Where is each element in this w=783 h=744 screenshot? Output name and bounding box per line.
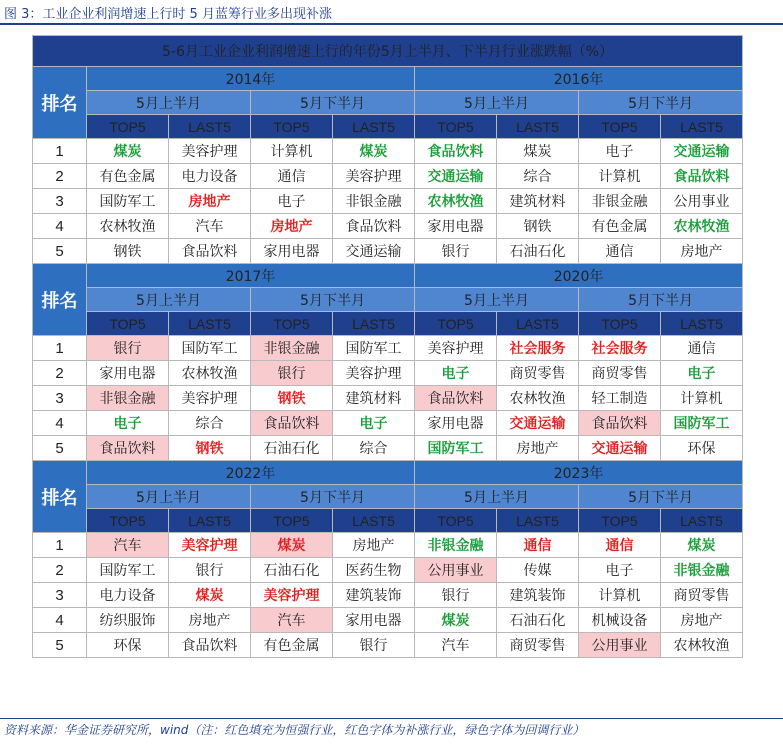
industry-cell: 农林牧渔	[415, 189, 497, 214]
industry-cell: 通信	[497, 533, 579, 558]
industry-cell: 食品饮料	[251, 411, 333, 436]
top-last-row	[33, 115, 743, 139]
bottom-rule	[0, 718, 783, 719]
industry-cell: 汽车	[87, 533, 169, 558]
industry-cell: 汽车	[169, 214, 251, 239]
industry-cell: 电子	[251, 189, 333, 214]
industry-cell: 煤炭	[333, 139, 415, 164]
rank-cell: 5	[33, 436, 87, 461]
industry-cell: 通信	[579, 533, 661, 558]
industry-cell: 美容护理	[333, 164, 415, 189]
table-row	[33, 386, 743, 411]
rank-cell: 1	[33, 139, 87, 164]
industry-cell: 煤炭	[661, 533, 743, 558]
year-label: 2014年	[87, 67, 415, 91]
industry-cell: 非银金融	[579, 189, 661, 214]
industry-cell: 美容护理	[333, 361, 415, 386]
industry-cell: 电子	[333, 411, 415, 436]
industry-cell: 汽车	[251, 608, 333, 633]
industry-cell: 建筑材料	[497, 189, 579, 214]
industry-cell: 房地产	[661, 608, 743, 633]
rank-cell: 4	[33, 411, 87, 436]
rank-header: 排名	[33, 67, 87, 139]
top-last-label: LAST5	[661, 115, 743, 139]
year-label: 2022年	[87, 461, 415, 485]
industry-cell: 国防军工	[661, 411, 743, 436]
industry-cell: 轻工制造	[579, 386, 661, 411]
industry-cell: 石油石化	[251, 436, 333, 461]
industry-cell: 综合	[497, 164, 579, 189]
top-rule	[0, 23, 783, 25]
industry-cell: 国防军工	[87, 558, 169, 583]
half-month-label: 5月上半月	[415, 91, 579, 115]
top-last-label: TOP5	[87, 115, 169, 139]
table-row	[33, 164, 743, 189]
top-last-label: TOP5	[415, 115, 497, 139]
industry-table	[32, 35, 743, 658]
table-title: 5-6月工业企业利润增速上行的年份5月上半月、下半月行业涨跌幅（%）	[33, 36, 743, 67]
industry-cell: 传媒	[497, 558, 579, 583]
industry-cell: 环保	[87, 633, 169, 658]
industry-cell: 公用事业	[415, 558, 497, 583]
industry-cell: 银行	[415, 583, 497, 608]
industry-cell: 食品饮料	[333, 214, 415, 239]
table-row	[33, 214, 743, 239]
industry-cell: 国防军工	[333, 336, 415, 361]
industry-cell: 电子	[579, 558, 661, 583]
industry-cell: 房地产	[333, 533, 415, 558]
top-last-label: LAST5	[333, 115, 415, 139]
industry-cell: 农林牧渔	[497, 386, 579, 411]
industry-cell: 钢铁	[251, 386, 333, 411]
table-row	[33, 436, 743, 461]
table-body	[33, 36, 743, 658]
industry-cell: 家用电器	[415, 411, 497, 436]
industry-cell: 农林牧渔	[87, 214, 169, 239]
industry-cell: 交通运输	[415, 164, 497, 189]
source-note: 资料来源：华金证券研究所，wind（注：红色填充为恒强行业，红色字体为补涨行业，绿色字体为回调行业）	[4, 723, 585, 737]
year-label: 2017年	[87, 264, 415, 288]
industry-cell: 商贸零售	[579, 361, 661, 386]
industry-cell: 美容护理	[169, 533, 251, 558]
industry-cell: 综合	[169, 411, 251, 436]
rank-cell: 2	[33, 361, 87, 386]
table-row	[33, 336, 743, 361]
rank-cell: 3	[33, 583, 87, 608]
table-row	[33, 583, 743, 608]
industry-cell: 非银金融	[415, 533, 497, 558]
top-last-label: LAST5	[661, 509, 743, 533]
top-last-label: TOP5	[251, 312, 333, 336]
industry-cell: 美容护理	[415, 336, 497, 361]
rank-cell: 4	[33, 608, 87, 633]
industry-cell: 煤炭	[169, 583, 251, 608]
top-last-label: TOP5	[251, 509, 333, 533]
industry-cell: 国防军工	[415, 436, 497, 461]
industry-cell: 商贸零售	[497, 361, 579, 386]
industry-cell: 银行	[87, 336, 169, 361]
rank-cell: 2	[33, 164, 87, 189]
rank-header: 排名	[33, 264, 87, 336]
industry-cell: 煤炭	[251, 533, 333, 558]
industry-cell: 电力设备	[169, 164, 251, 189]
top-last-label: TOP5	[87, 312, 169, 336]
industry-cell: 机械设备	[579, 608, 661, 633]
top-last-label: LAST5	[333, 509, 415, 533]
industry-cell: 钢铁	[169, 436, 251, 461]
top-last-label: LAST5	[169, 509, 251, 533]
industry-cell: 食品饮料	[415, 139, 497, 164]
industry-cell: 家用电器	[333, 608, 415, 633]
table-row	[33, 608, 743, 633]
industry-cell: 有色金属	[87, 164, 169, 189]
industry-cell: 食品饮料	[169, 633, 251, 658]
industry-cell: 商贸零售	[661, 583, 743, 608]
table-row	[33, 533, 743, 558]
industry-cell: 石油石化	[497, 239, 579, 264]
table-row	[33, 189, 743, 214]
industry-cell: 通信	[579, 239, 661, 264]
top-last-label: TOP5	[579, 115, 661, 139]
industry-cell: 食品饮料	[661, 164, 743, 189]
table-row	[33, 633, 743, 658]
top-last-label: TOP5	[579, 509, 661, 533]
half-month-row	[33, 485, 743, 509]
industry-cell: 家用电器	[415, 214, 497, 239]
industry-cell: 纺织服饰	[87, 608, 169, 633]
table-row	[33, 139, 743, 164]
half-month-label: 5月下半月	[251, 288, 415, 312]
industry-cell: 家用电器	[251, 239, 333, 264]
year-row	[33, 264, 743, 288]
top-last-label: TOP5	[579, 312, 661, 336]
rank-header: 排名	[33, 461, 87, 533]
industry-cell: 非银金融	[661, 558, 743, 583]
industry-cell: 非银金融	[87, 386, 169, 411]
industry-cell: 社会服务	[579, 336, 661, 361]
top-last-label: TOP5	[87, 509, 169, 533]
industry-cell: 环保	[661, 436, 743, 461]
industry-cell: 农林牧渔	[169, 361, 251, 386]
top-last-label: LAST5	[333, 312, 415, 336]
industry-cell: 综合	[333, 436, 415, 461]
top-last-label: LAST5	[169, 312, 251, 336]
year-row	[33, 461, 743, 485]
table-row	[33, 239, 743, 264]
industry-cell: 电子	[415, 361, 497, 386]
top-last-label: TOP5	[251, 115, 333, 139]
industry-cell: 食品饮料	[579, 411, 661, 436]
half-month-label: 5月下半月	[251, 91, 415, 115]
industry-cell: 家用电器	[87, 361, 169, 386]
industry-cell: 煤炭	[87, 139, 169, 164]
industry-cell: 通信	[661, 336, 743, 361]
industry-cell: 交通运输	[579, 436, 661, 461]
table-row	[33, 411, 743, 436]
industry-cell: 食品饮料	[87, 436, 169, 461]
industry-cell: 房地产	[251, 214, 333, 239]
half-month-label: 5月上半月	[87, 485, 251, 509]
half-month-label: 5月上半月	[415, 288, 579, 312]
year-label: 2020年	[415, 264, 743, 288]
industry-cell: 房地产	[497, 436, 579, 461]
industry-cell: 建筑材料	[333, 386, 415, 411]
industry-cell: 计算机	[579, 164, 661, 189]
industry-cell: 电子	[579, 139, 661, 164]
industry-cell: 交通运输	[497, 411, 579, 436]
half-month-label: 5月上半月	[87, 288, 251, 312]
year-row	[33, 67, 743, 91]
top-last-label: LAST5	[497, 312, 579, 336]
industry-cell: 美容护理	[251, 583, 333, 608]
industry-cell: 通信	[251, 164, 333, 189]
rank-cell: 1	[33, 336, 87, 361]
half-month-label: 5月下半月	[251, 485, 415, 509]
half-month-label: 5月上半月	[87, 91, 251, 115]
industry-cell: 医药生物	[333, 558, 415, 583]
industry-cell: 银行	[251, 361, 333, 386]
industry-cell: 交通运输	[661, 139, 743, 164]
half-month-label: 5月下半月	[579, 91, 743, 115]
industry-cell: 有色金属	[251, 633, 333, 658]
top-last-label: TOP5	[415, 312, 497, 336]
half-month-row	[33, 288, 743, 312]
industry-cell: 计算机	[251, 139, 333, 164]
top-last-label: TOP5	[415, 509, 497, 533]
rank-cell: 2	[33, 558, 87, 583]
table-row	[33, 558, 743, 583]
industry-cell: 国防军工	[87, 189, 169, 214]
rank-cell: 5	[33, 239, 87, 264]
industry-cell: 银行	[415, 239, 497, 264]
industry-cell: 房地产	[169, 189, 251, 214]
industry-cell: 房地产	[661, 239, 743, 264]
rank-cell: 5	[33, 633, 87, 658]
rank-cell: 3	[33, 386, 87, 411]
top-last-row	[33, 509, 743, 533]
industry-cell: 煤炭	[415, 608, 497, 633]
industry-cell: 汽车	[415, 633, 497, 658]
half-month-label: 5月上半月	[415, 485, 579, 509]
top-last-label: LAST5	[661, 312, 743, 336]
industry-cell: 美容护理	[169, 139, 251, 164]
industry-cell: 钢铁	[497, 214, 579, 239]
industry-cell: 社会服务	[497, 336, 579, 361]
industry-cell: 银行	[333, 633, 415, 658]
industry-cell: 石油石化	[251, 558, 333, 583]
industry-cell: 交通运输	[333, 239, 415, 264]
year-label: 2023年	[415, 461, 743, 485]
industry-cell: 电子	[661, 361, 743, 386]
half-month-label: 5月下半月	[579, 288, 743, 312]
industry-cell: 煤炭	[497, 139, 579, 164]
rank-cell: 1	[33, 533, 87, 558]
industry-cell: 有色金属	[579, 214, 661, 239]
top-last-label: LAST5	[497, 509, 579, 533]
rank-cell: 3	[33, 189, 87, 214]
industry-cell: 建筑装饰	[497, 583, 579, 608]
table-title-row	[33, 36, 743, 67]
figure-title: 图 3：工业企业利润增速上行时 5 月蓝筹行业多出现补涨	[4, 7, 332, 22]
industry-cell: 美容护理	[169, 386, 251, 411]
industry-cell: 计算机	[661, 386, 743, 411]
industry-cell: 石油石化	[497, 608, 579, 633]
industry-cell: 非银金融	[251, 336, 333, 361]
industry-cell: 银行	[169, 558, 251, 583]
year-label: 2016年	[415, 67, 743, 91]
industry-cell: 农林牧渔	[661, 633, 743, 658]
industry-cell: 食品饮料	[169, 239, 251, 264]
top-last-row	[33, 312, 743, 336]
top-last-label: LAST5	[497, 115, 579, 139]
industry-cell: 电力设备	[87, 583, 169, 608]
industry-cell: 房地产	[169, 608, 251, 633]
industry-cell: 建筑装饰	[333, 583, 415, 608]
industry-cell: 钢铁	[87, 239, 169, 264]
half-month-row	[33, 91, 743, 115]
industry-cell: 非银金融	[333, 189, 415, 214]
industry-cell: 公用事业	[579, 633, 661, 658]
top-last-label: LAST5	[169, 115, 251, 139]
industry-cell: 国防军工	[169, 336, 251, 361]
industry-cell: 电子	[87, 411, 169, 436]
industry-cell: 公用事业	[661, 189, 743, 214]
rank-cell: 4	[33, 214, 87, 239]
industry-cell: 计算机	[579, 583, 661, 608]
industry-cell: 食品饮料	[415, 386, 497, 411]
industry-cell: 商贸零售	[497, 633, 579, 658]
industry-cell: 农林牧渔	[661, 214, 743, 239]
half-month-label: 5月下半月	[579, 485, 743, 509]
table-row	[33, 361, 743, 386]
